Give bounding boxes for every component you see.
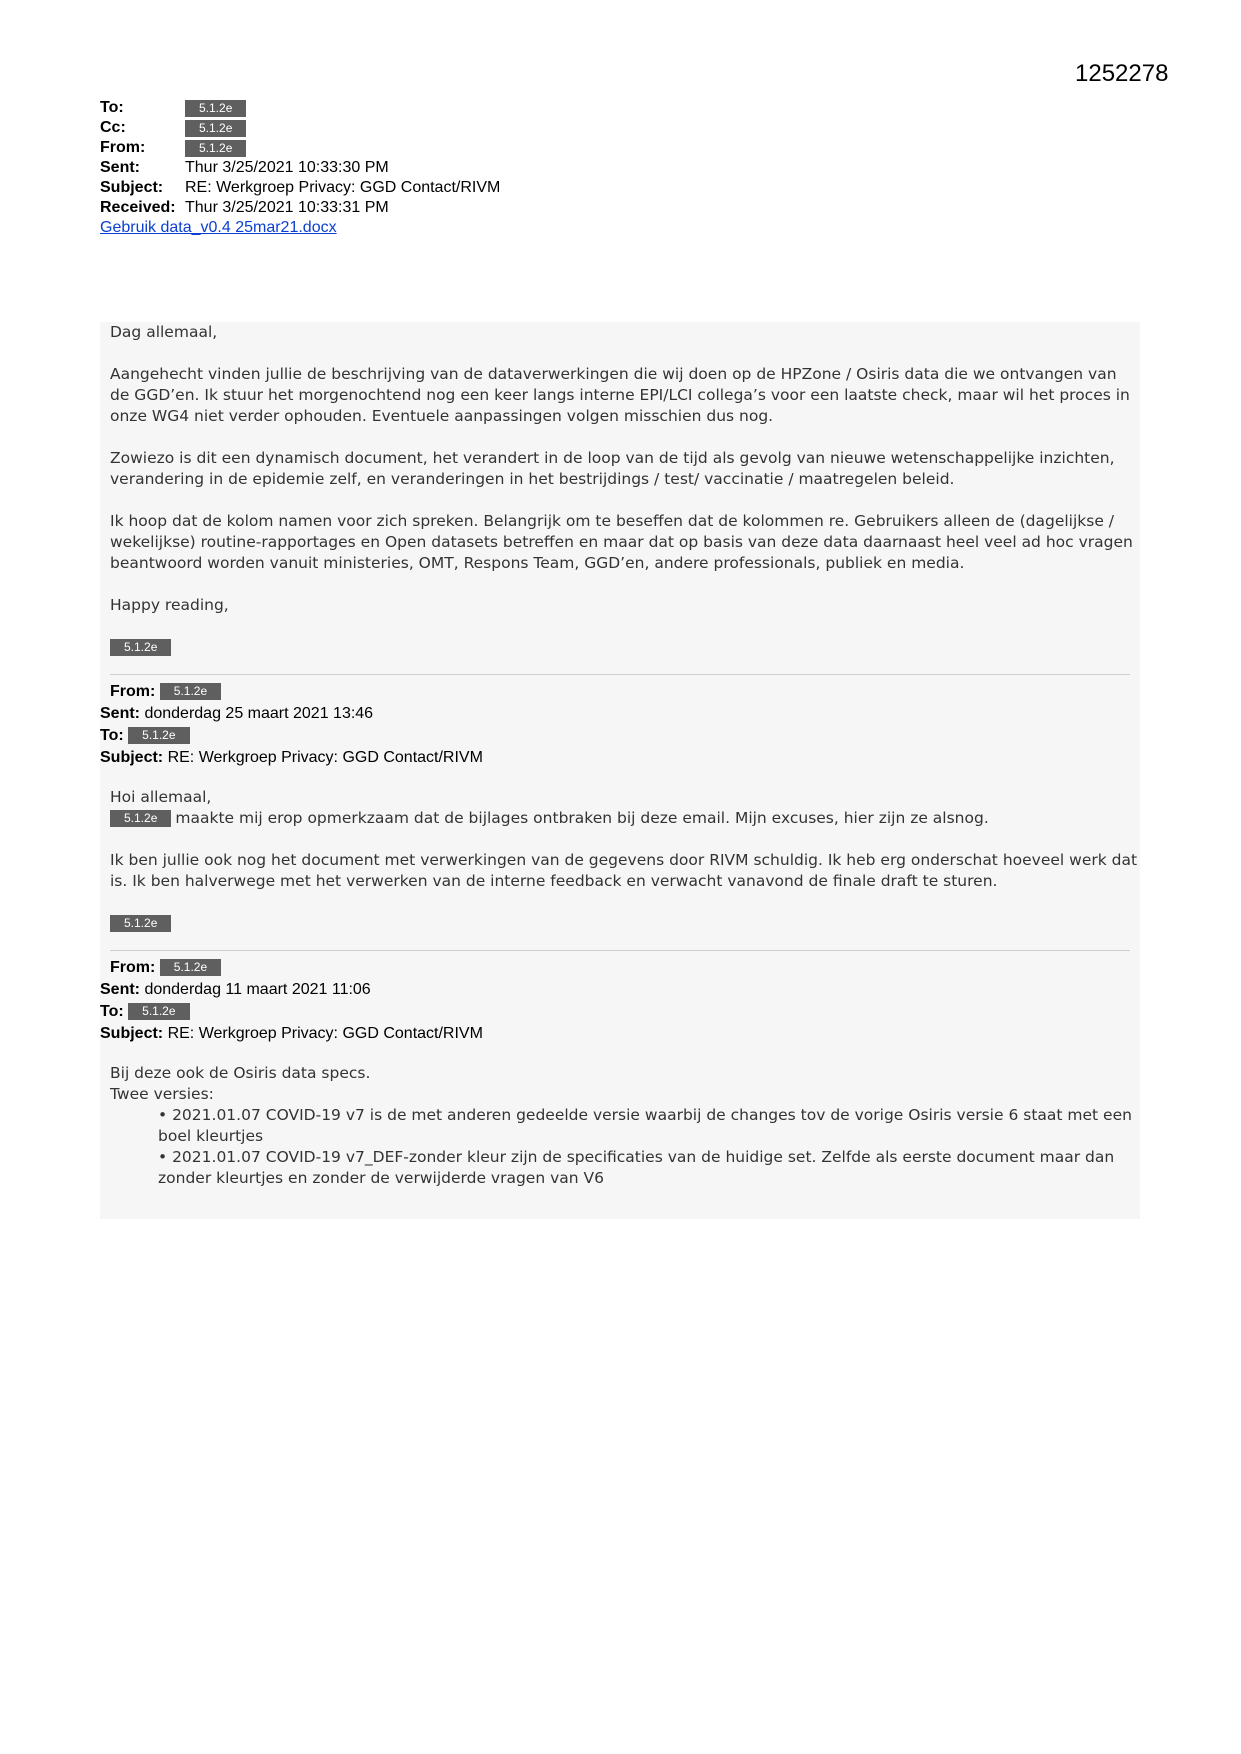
quoted-header: [100, 957, 1140, 1045]
redaction: 5.1.2e: [110, 915, 171, 932]
from-label: From:: [110, 683, 156, 700]
paragraph: Ik hoop dat de kolom namen voor zich spreken. Belangrijk om te beseffen dat de kolommen re. Gebruikers alleen de (dagelijkse / wekelijkse) routine-rapportages en Open datasets betreffen en maar dat op basis van deze data daarnaast heel veel ad hoc vragen beantwoord worden vanuit ministeries, OMT, Respons Team, GGD’en, andere professionals, publiek en media.: [110, 512, 1133, 572]
greeting: Hoi allemaal,: [110, 788, 212, 806]
greeting: Dag allemaal,: [110, 323, 218, 341]
document-number: 1252278: [1075, 60, 1169, 87]
sent-label: Sent:: [100, 981, 140, 998]
redaction: 5.1.2e: [160, 959, 221, 976]
subject-value: RE: Werkgroep Privacy: GGD Contact/RIVM: [167, 749, 483, 766]
redaction: 5.1.2e: [160, 683, 221, 700]
subject-label: Subject:: [100, 179, 164, 196]
paragraph: Ik ben jullie ook nog het document met verwerkingen van de gegevens door RIVM schuldig. Ik heb erg onderschat hoeveel werk dat is. Ik ben halverwege met het verwerken van de interne feedback en verwacht vanavond de finale draft te sturen.: [110, 851, 1138, 890]
attachment-link[interactable]: Gebruik data_v0.4 25mar21.docx: [100, 219, 337, 236]
subject-label: Subject:: [100, 1025, 164, 1042]
line: Twee versies:: [110, 1085, 214, 1103]
paragraph: Zowiezo is dit een dynamisch document, het verandert in de loop van de tijd als gevolg van nieuwe wetenschappelijke inzichten, verandering in de epidemie zelf, en veranderingen in het bestrijdings / test/ vaccinatie / maatregelen beleid.: [110, 449, 1115, 488]
to-label: To:: [100, 727, 124, 744]
sent-row: [100, 158, 1140, 178]
to-row: [100, 98, 1140, 118]
received-value: Thur 3/25/2021 10:33:31 PM: [185, 199, 389, 216]
sent-value: Thur 3/25/2021 10:33:30 PM: [185, 159, 389, 176]
bullet-item: • 2021.01.07 COVID-19 v7 is de met anderen gedeelde versie waarbij de changes tov de vorige Osiris versie 6 staat met een boel kleurtjes: [158, 1106, 1132, 1145]
redaction: 5.1.2e: [185, 120, 246, 137]
bullet-item: • 2021.01.07 COVID-19 v7_DEF-zonder kleur zijn de specificaties van de huidige set. Zelfde als eerste document maar dan zonder kleurtjes en zonder de verwijderde vragen van V6: [158, 1148, 1115, 1187]
signature: [110, 637, 1140, 658]
to-label: To:: [100, 1003, 124, 1020]
subject-value: RE: Werkgroep Privacy: GGD Contact/RIVM: [167, 1025, 483, 1042]
email-header: [100, 98, 1140, 238]
from-row: [100, 138, 1140, 158]
sent-value: donderdag 25 maart 2021 13:46: [144, 705, 374, 722]
sent-value: donderdag 11 maart 2021 11:06: [144, 981, 371, 998]
sent-label: Sent:: [100, 159, 140, 176]
line: Bij deze ook de Osiris data specs.: [110, 1064, 371, 1082]
from-label: From:: [110, 959, 156, 976]
received-label: Received:: [100, 199, 176, 216]
redaction: 5.1.2e: [110, 810, 171, 827]
line: maakte mij erop opmerkzaam dat de bijlages ontbraken bij deze email. Mijn excuses, hier zijn ze alsnog.: [175, 809, 989, 827]
paragraph: [110, 808, 1140, 829]
subject-row: [100, 178, 1140, 198]
subject-label: Subject:: [100, 749, 164, 766]
quoted-header: [100, 681, 1140, 769]
received-row: [100, 198, 1140, 218]
cc-label: Cc:: [100, 119, 126, 136]
paragraph: Aangehecht vinden jullie de beschrijving van de dataverwerkingen die wij doen op de HPZone / Osiris data die we ontvangen van de GGD’en. Ik stuur het morgenochtend nog een keer langs interne EPI/LCI collega’s voor een laatste check, maar wil het proces in onze WG4 niet verder ophouden. Eventuele aanpassingen volgen misschien dus nog.: [110, 365, 1130, 425]
redaction: 5.1.2e: [128, 1003, 189, 1020]
signature: [110, 913, 1140, 934]
from-label: From:: [100, 139, 146, 156]
to-label: To:: [100, 99, 124, 116]
redaction: 5.1.2e: [185, 100, 246, 117]
redaction: 5.1.2e: [110, 639, 171, 656]
cc-row: [100, 118, 1140, 138]
redaction: 5.1.2e: [185, 140, 246, 157]
separator: [110, 950, 1130, 951]
separator: [110, 674, 1130, 675]
message-1: [100, 322, 1140, 1219]
sent-label: Sent:: [100, 705, 140, 722]
redaction: 5.1.2e: [128, 727, 189, 744]
closing: Happy reading,: [110, 596, 229, 614]
subject-value: RE: Werkgroep Privacy: GGD Contact/RIVM: [185, 179, 501, 196]
